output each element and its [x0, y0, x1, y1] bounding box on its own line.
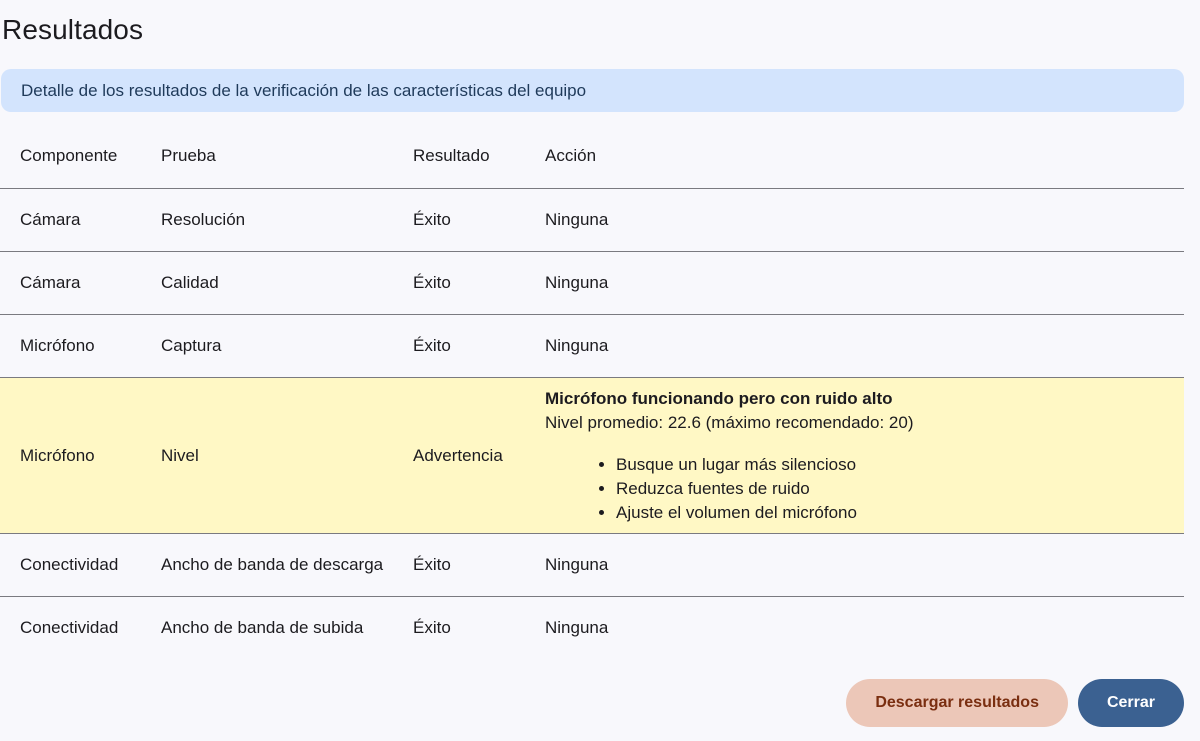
table-row	[0, 315, 1184, 378]
info-banner	[1, 69, 1184, 112]
cell-component: Cámara	[0, 252, 161, 315]
cell-test: Calidad	[161, 252, 413, 315]
cell-result: Éxito	[413, 534, 545, 597]
recommendation-list	[545, 453, 1184, 525]
cell-action: Ninguna	[545, 534, 1184, 597]
recommendation-item: • Reduzca fuentes de ruido	[616, 477, 1184, 501]
cell-component: Micrófono	[0, 315, 161, 378]
header-accion: Acción	[545, 124, 1184, 189]
cell-test: Ancho de banda de subida	[161, 618, 364, 637]
page-title: Resultados	[2, 14, 144, 45]
table-row	[0, 597, 1184, 660]
cell-component: Micrófono	[0, 378, 161, 534]
info-banner-text: Detalle de los resultados de la verificación de las características del equipo	[21, 80, 587, 100]
cell-result: Éxito	[413, 315, 545, 378]
cell-component: Conectividad	[20, 618, 119, 637]
cell-result: Advertencia	[413, 378, 545, 534]
download-results-button[interactable]: Descargar resultados	[846, 679, 1068, 727]
cell-result: Éxito	[413, 618, 451, 637]
cell-test: Captura	[161, 315, 413, 378]
cell-result: Éxito	[413, 252, 545, 315]
cell-test: Nivel	[161, 378, 413, 534]
cell-component: Cámara	[0, 189, 161, 252]
cell-action: Ninguna	[545, 189, 1184, 252]
cell-action: Ninguna	[545, 252, 1184, 315]
recommendation-item: • Busque un lugar más silencioso	[616, 453, 1184, 477]
dialog-actions	[846, 679, 1184, 727]
cell-test: Ancho de banda de descarga	[161, 534, 413, 597]
recommendation-item: • Ajuste el volumen del micrófono	[616, 501, 1184, 525]
cell-result: Éxito	[413, 189, 545, 252]
table-row	[0, 534, 1184, 597]
results-table	[0, 124, 1184, 659]
cell-action-warning	[545, 378, 1184, 534]
cell-test: Resolución	[161, 189, 413, 252]
table-row-warning	[0, 378, 1184, 534]
table-row	[0, 252, 1184, 315]
table-header-row	[0, 124, 1184, 189]
cell-action: Ninguna	[545, 315, 1184, 378]
header-prueba: Prueba	[161, 124, 413, 189]
close-button[interactable]: Cerrar	[1078, 679, 1184, 727]
cell-component: Conectividad	[0, 534, 161, 597]
header-componente: Componente	[0, 124, 161, 189]
cell-action: Ninguna	[545, 618, 609, 637]
table-row	[0, 189, 1184, 252]
warning-title: Micrófono funcionando pero con ruido alto	[545, 388, 893, 408]
warning-detail: Nivel promedio: 22.6 (máximo recomendado: 20)	[545, 412, 914, 432]
header-resultado: Resultado	[413, 124, 545, 189]
